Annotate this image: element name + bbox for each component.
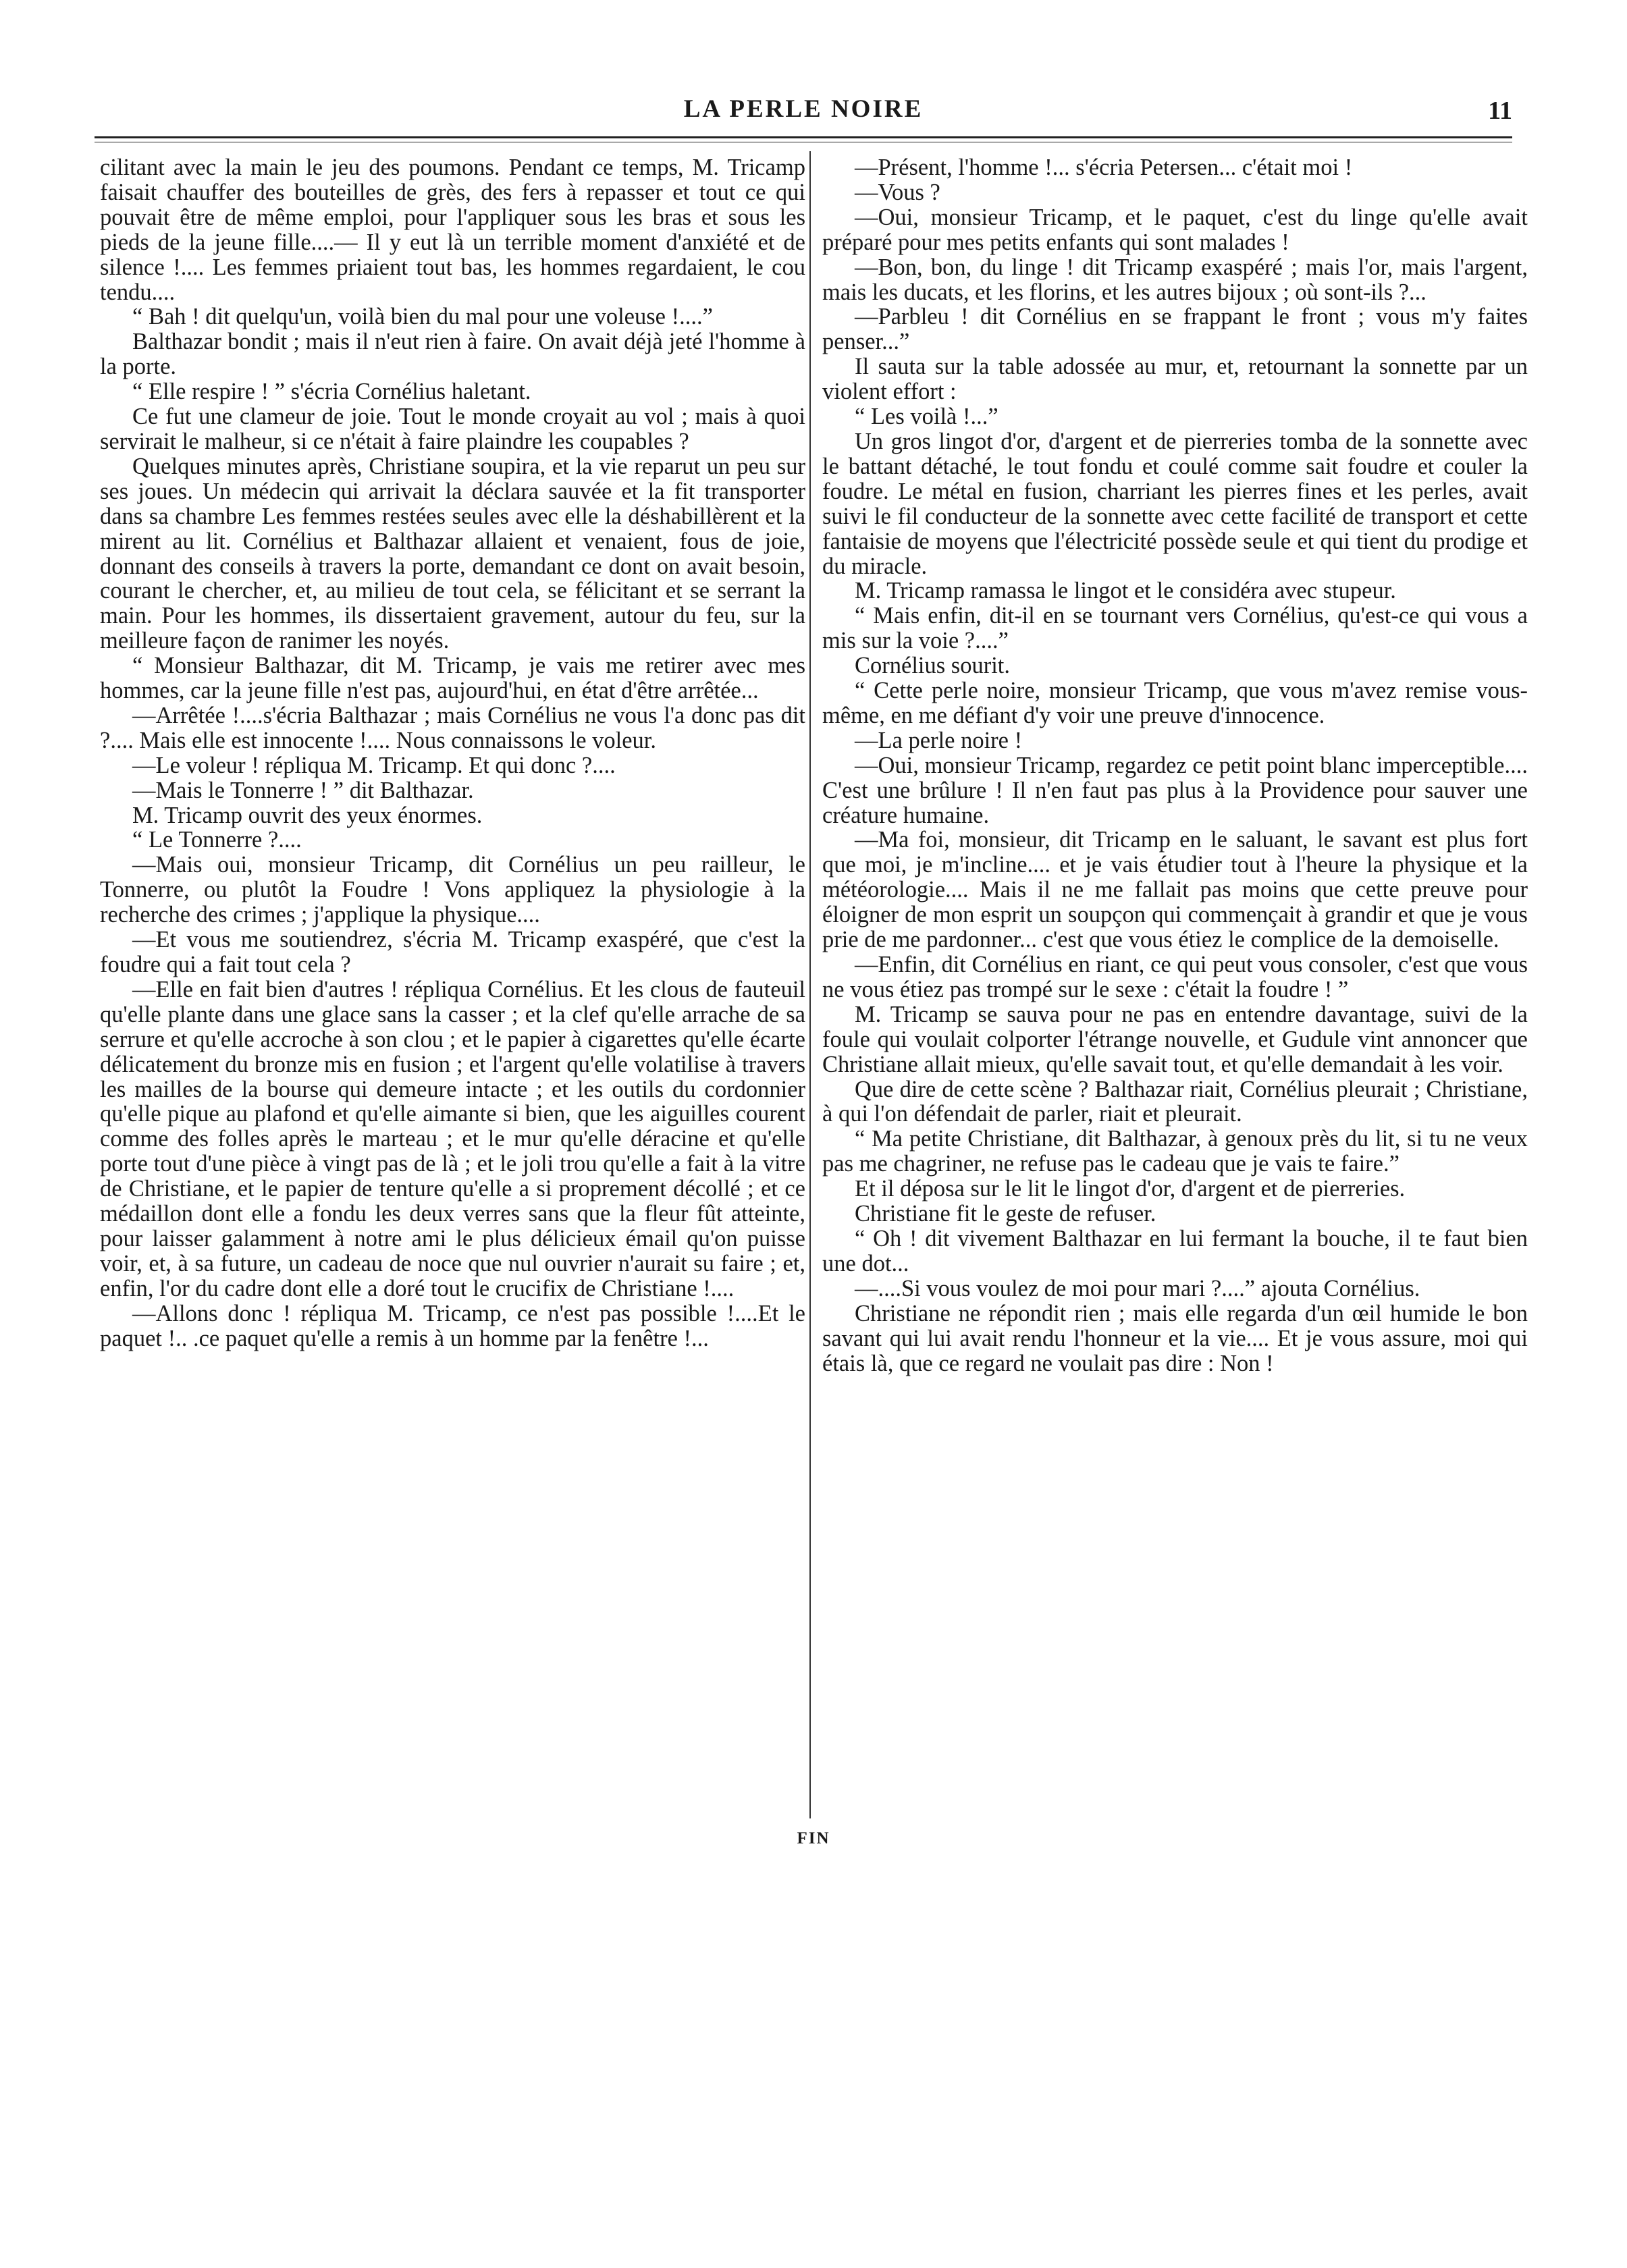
page-title: LA PERLE NOIRE bbox=[683, 95, 924, 123]
paragraph: Un gros lingot d'or, d'argent et de pierreries tomba de la sonnette avec le battant détaché, le tout fondu et coulé comme sait foudre et couler la foudre. Le métal en fusion, charriant les pierres fines et les perles, avait suivi le fil conducteur de la sonnette avec cette facilité de transport et cette fantaisie de moyens que l'électricité possède seule et qui tient du prodige et du miracle. bbox=[822, 428, 1528, 579]
paragraph: —Enfin, dit Cornélius en riant, ce qui peut vous consoler, c'est que vous ne vous étiez pas trompé sur le sexe : c'était la foudre ! ” bbox=[822, 952, 1528, 1002]
paragraph: “ Ma petite Christiane, dit Balthazar, à genoux près du lit, si tu ne veux pas me chagriner, ne refuse pas le cadeau que je vais te faire.” bbox=[822, 1126, 1528, 1177]
paragraph: —Bon, bon, du linge ! dit Tricamp exaspéré ; mais l'or, mais l'argent, mais les ducats, et les florins, et les autres bijoux ; où sont-ils ?... bbox=[822, 254, 1528, 305]
paragraph: “ Le Tonnerre ?.... bbox=[132, 827, 302, 853]
column-divider bbox=[809, 151, 811, 1818]
paragraph: M. Tricamp ramassa le lingot et le considéra avec stupeur. bbox=[855, 578, 1396, 604]
paragraph: “ Mais enfin, dit-il en se tournant vers Cornélius, qu'est-ce qui vous a mis sur la voie ?....” bbox=[822, 603, 1528, 654]
paragraph: —....Si vous voulez de moi pour mari ?....” ajouta Cornélius. bbox=[855, 1275, 1420, 1301]
end-mark: FIN bbox=[797, 1829, 830, 1847]
paragraph: —Parbleu ! dit Cornélius en se frappant le front ; vous m'y faites penser...” bbox=[822, 304, 1528, 355]
paragraph: cilitant avec la main le jeu des poumons. Pendant ce temps, M. Tricamp faisait chauffer des bouteilles de grès, des fers à repasser et tout ce qui pouvait être de même emploi, pour l'appliquer sous les bras et sous les pieds de la jeune fille....— Il y eut là un terrible moment d'anxiété et de silence !.... Les femmes priaient tout bas, les hommes regardaient, le cou tendu.... bbox=[100, 155, 805, 305]
header-rule-thick bbox=[95, 136, 1512, 138]
paragraph: “ Cette perle noire, monsieur Tricamp, que vous m'avez remise vous-même, en me défiant d'y voir une preuve d'innocence. bbox=[822, 678, 1528, 728]
paragraph: Et il déposa sur le lit le lingot d'or, d'argent et de pierreries. bbox=[855, 1176, 1406, 1202]
paragraph: Il sauta sur la table adossée au mur, et, retournant la sonnette par un violent effort : bbox=[822, 354, 1528, 405]
paragraph: “ Bah ! dit quelqu'un, voilà bien du mal pour une voleuse !....” bbox=[132, 304, 713, 330]
paragraph: —Elle en fait bien d'autres ! répliqua Cornélius. Et les clous de fauteuil qu'elle plante dans une glace sans la casser ; et la clef qu'elle arrache de sa serrure et qu'elle accroche à son clou ; et le papier à cigarettes qu'elle écarte délicatement du bronze mis en fusion ; et l'argent qu'elle volatilise à travers les mailles de la bourse qui demeure intacte ; et les outils du cordonnier qu'elle pique au plafond et qu'elle aimante si bien, que les aiguilles courent comme des folles après le marteau ; et le mur qu'elle déracine et qu'elle porte tout d'une pièce à vingt pas de là ; et le joli trou qu'elle a fait à la vitre de Christiane, et le papier de tenture qu'elle a si proprement décollé ; et ce médaillon dont elle a fondu les deux verres sans que la fleur fût atteinte, pour laisser galamment à notre ami le plus délicieux émail qu'on puisse voir, et, à sa future, un cadeau de noce que nul ouvrier n'aurait su faire ; et, enfin, l'or du cadre dont elle a doré tout le crucifix de Christiane !.... bbox=[100, 976, 805, 1301]
paragraph: —Oui, monsieur Tricamp, regardez ce petit point blanc imperceptible.... C'est une brûlure ! Il n'en faut pas plus à la Providence pour sauver une créature humaine. bbox=[822, 752, 1528, 828]
running-head bbox=[95, 94, 1512, 135]
paragraph: Balthazar bondit ; mais il n'eut rien à faire. On avait déjà jeté l'homme à la porte. bbox=[100, 329, 805, 380]
paragraph: Ce fut une clameur de joie. Tout le monde croyait au vol ; mais à quoi servirait le malheur, si ce n'était à faire plaindre les coupables ? bbox=[100, 404, 805, 454]
left-column bbox=[100, 155, 805, 1351]
paragraph: Christiane fit le geste de refuser. bbox=[855, 1201, 1156, 1227]
paragraph: Christiane ne répondit rien ; mais elle regarda d'un œil humide le bon savant qui lui avait rendu l'honneur et la vie.... Et je vous assure, moi qui étais là, que ce regard ne voulait pas dire : Non ! bbox=[822, 1300, 1528, 1376]
paragraph: “ Monsieur Balthazar, dit M. Tricamp, je vais me retirer avec mes hommes, car la jeune fille n'est pas, aujourd'hui, en état d'être arrêtée... bbox=[100, 653, 805, 704]
paragraph: —Oui, monsieur Tricamp, et le paquet, c'est du linge qu'elle avait préparé pour mes petits enfants qui sont malades ! bbox=[822, 204, 1528, 255]
paragraph: M. Tricamp se sauva pour ne pas en entendre davantage, suivi de la foule qui voulait colporter l'étrange nouvelle, et Gudule vint annoncer que Christiane allait mieux, qu'elle savait tout, et qu'elle demandait à les voir. bbox=[822, 1001, 1528, 1077]
paragraph: —La perle noire ! bbox=[855, 727, 1023, 753]
paragraph: Quelques minutes après, Christiane soupira, et la vie reparut un peu sur ses joues. Un médecin qui arrivait la déclara sauvée et la fit transporter dans sa chambre Les femmes restées seules avec elle la déshabillèrent et la mirent au lit. Cornélius et Balthazar allaient et venaient, fous de joie, donnant des conseils à travers la porte, demandant ce dont on avait besoin, courant le chercher, et, au milieu de tout cela, se félicitant et se serrant la main. Pour les hommes, ils dissertaient gravement, autour du feu, sur la meilleure façon de ranimer les noyés. bbox=[100, 453, 805, 654]
paragraph: —Le voleur ! répliqua M. Tricamp. Et qui donc ?.... bbox=[132, 752, 616, 778]
paragraph: —Et vous me soutiendrez, s'écria M. Tricamp exaspéré, que c'est la foudre qui a fait tout cela ? bbox=[100, 927, 805, 977]
paragraph: “ Les voilà !...” bbox=[855, 404, 998, 430]
right-column bbox=[822, 155, 1528, 1376]
paragraph: Que dire de cette scène ? Balthazar riait, Cornélius pleurait ; Christiane, à qui l'on défendait de parler, riait et pleurait. bbox=[822, 1076, 1528, 1127]
paragraph: —Mais oui, monsieur Tricamp, dit Cornélius un peu railleur, le Tonnerre, ou plutôt la Foudre ! Vons appliquez la physiologie à la recherche des crimes ; j'applique la physique.... bbox=[100, 852, 805, 928]
page-number: 11 bbox=[1488, 97, 1512, 125]
paragraph: “ Oh ! dit vivement Balthazar en lui fermant la bouche, il te faut bien une dot... bbox=[822, 1225, 1528, 1276]
paragraph: Cornélius sourit. bbox=[855, 653, 1010, 679]
paragraph: —Présent, l'homme !... s'écria Petersen... c'était moi ! bbox=[855, 155, 1353, 180]
paragraph: —Arrêtée !....s'écria Balthazar ; mais Cornélius ne vous l'a donc pas dit ?.... Mais elle est innocente !.... Nous connaissons le voleur. bbox=[100, 702, 805, 753]
paragraph: —Allons donc ! répliqua M. Tricamp, ce n'est pas possible !....Et le paquet !.. .ce paquet qu'elle a remis à un homme par la fenêtre !... bbox=[100, 1300, 805, 1351]
paragraph: —Mais le Tonnerre ! ” dit Balthazar. bbox=[132, 777, 474, 803]
paragraph: M. Tricamp ouvrit des yeux énormes. bbox=[132, 802, 483, 828]
paragraph: —Ma foi, monsieur, dit Tricamp en le saluant, le savant est plus fort que moi, je m'incline.... et je vais étudier tout à l'heure la physique et la météorologie.... Mais il ne me fallait pas moins que cette preuve pour éloigner de mon esprit un soupçon qui commençait à grandir et que je vous prie de me pardonner... c'est que vous étiez le complice de la demoiselle. bbox=[822, 827, 1528, 953]
paragraph: “ Elle respire ! ” s'écria Cornélius haletant. bbox=[132, 379, 531, 405]
paragraph: —Vous ? bbox=[855, 179, 940, 205]
